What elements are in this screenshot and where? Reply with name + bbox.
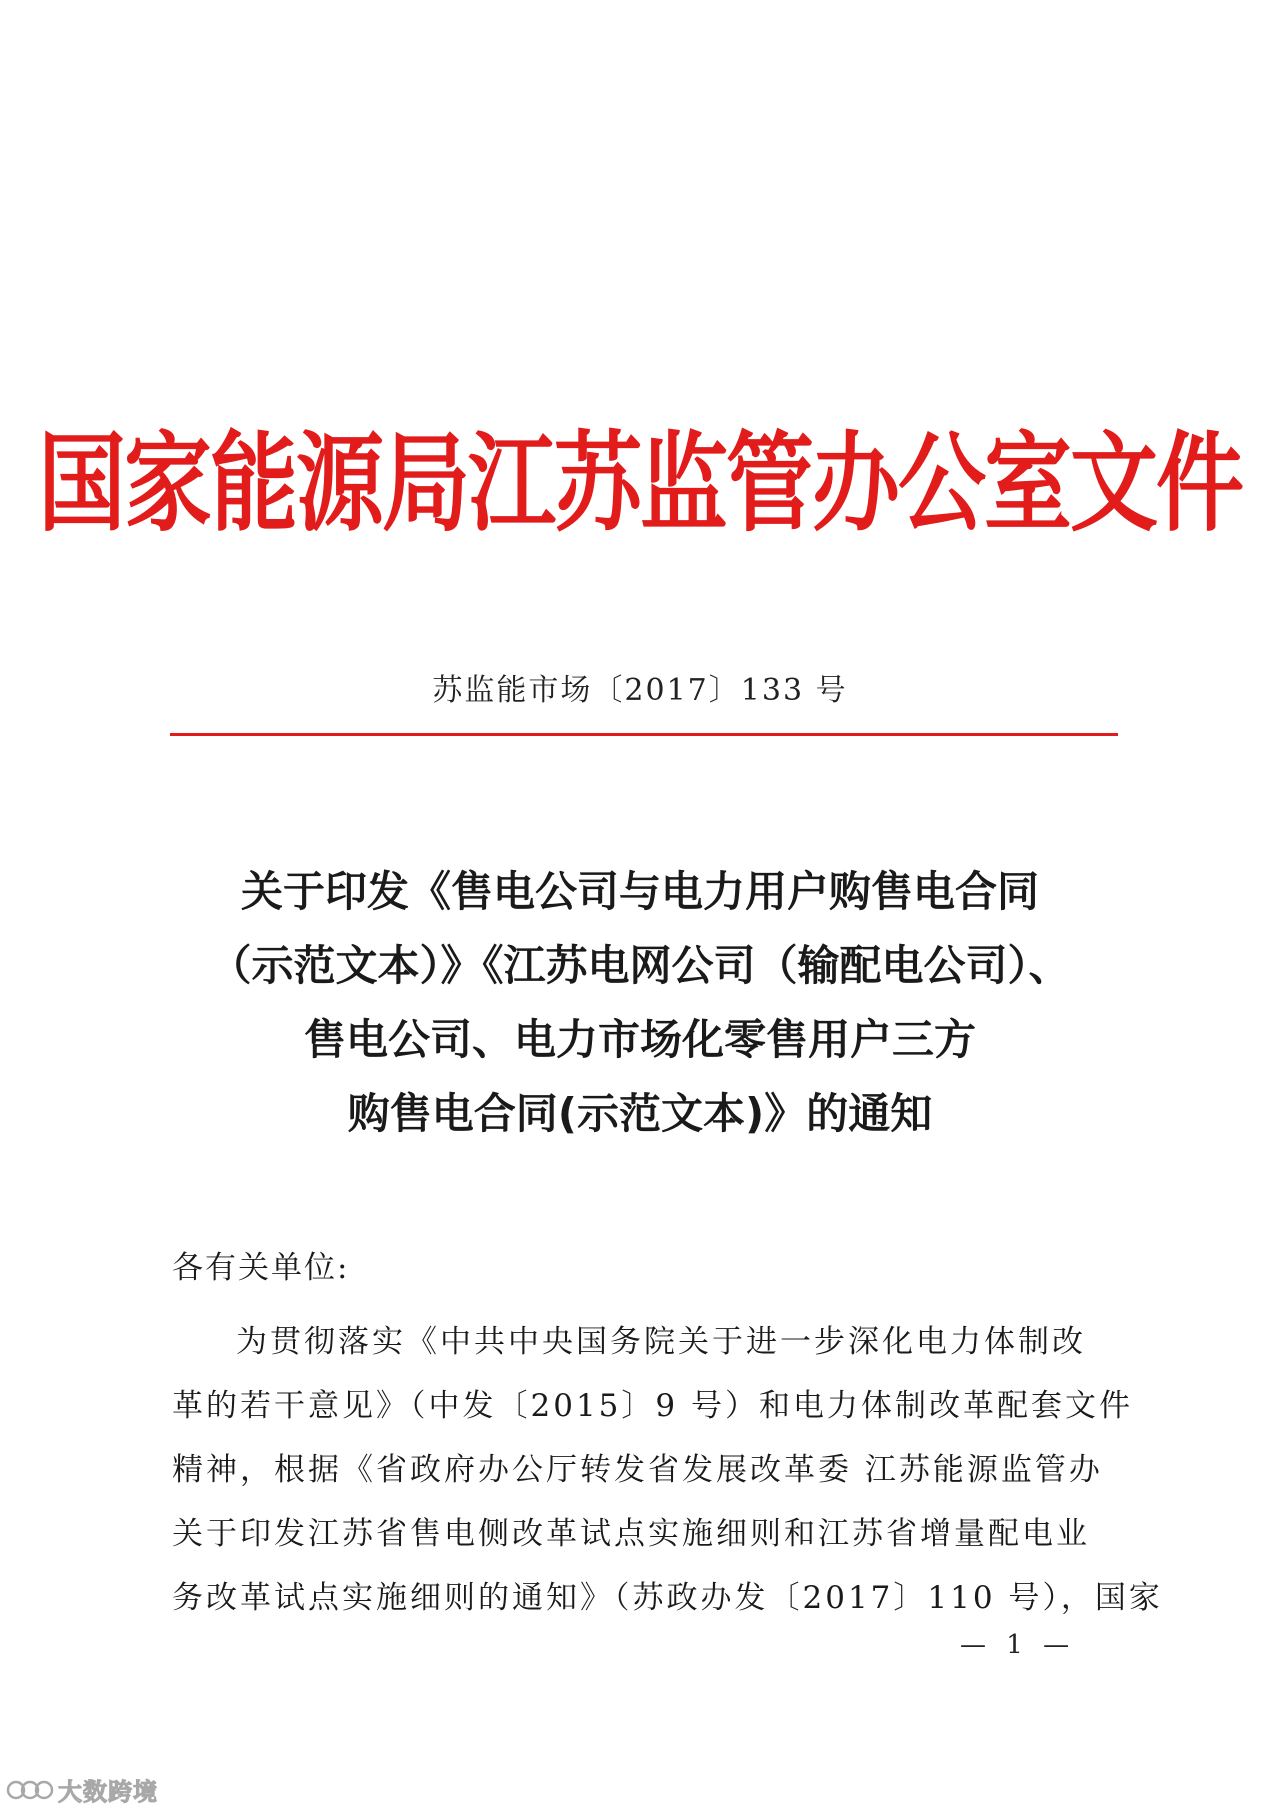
document-title bbox=[0, 855, 1280, 1151]
document-number: 苏监能市场〔2017〕133 号 bbox=[432, 673, 848, 708]
title-line: 购售电合同(示范文本)》的通知 bbox=[347, 1089, 933, 1138]
masthead-title: 国家能源局江苏监管办公室文件 bbox=[37, 420, 1242, 546]
body-paragraph bbox=[172, 1310, 1163, 1630]
title-line: 关于印发《售电公司与电力用户购售电合同 bbox=[240, 867, 1039, 916]
red-separator-rule bbox=[170, 733, 1118, 736]
body-line: 革的若干意见》（中发〔2015〕9 号）和电力体制改革配套文件 bbox=[172, 1388, 1133, 1424]
body-line: 精神，根据《省政府办公厅转发省发展改革委 江苏能源监管办 bbox=[172, 1452, 1103, 1488]
body-line: 务改革试点实施细则的通知》（苏政办发〔2017〕110 号），国家 bbox=[172, 1580, 1163, 1616]
watermark bbox=[6, 1772, 158, 1807]
watermark-text: 大数跨境 bbox=[58, 1778, 158, 1806]
body-line: 关于印发江苏省售电侧改革试点实施细则和江苏省增量配电业 bbox=[172, 1516, 1090, 1552]
body-line: 为贯彻落实《中共中央国务院关于进一步深化电力体制改 bbox=[236, 1324, 1086, 1360]
logo-icon bbox=[6, 1776, 54, 1804]
page-number: — 1 — bbox=[960, 1630, 1076, 1660]
salutation: 各有关单位: bbox=[172, 1250, 350, 1286]
title-line: （示范文本）》《江苏电网公司（输配电公司）、 bbox=[209, 941, 1071, 990]
title-line: 售电公司、电力市场化零售用户三方 bbox=[303, 1015, 976, 1064]
